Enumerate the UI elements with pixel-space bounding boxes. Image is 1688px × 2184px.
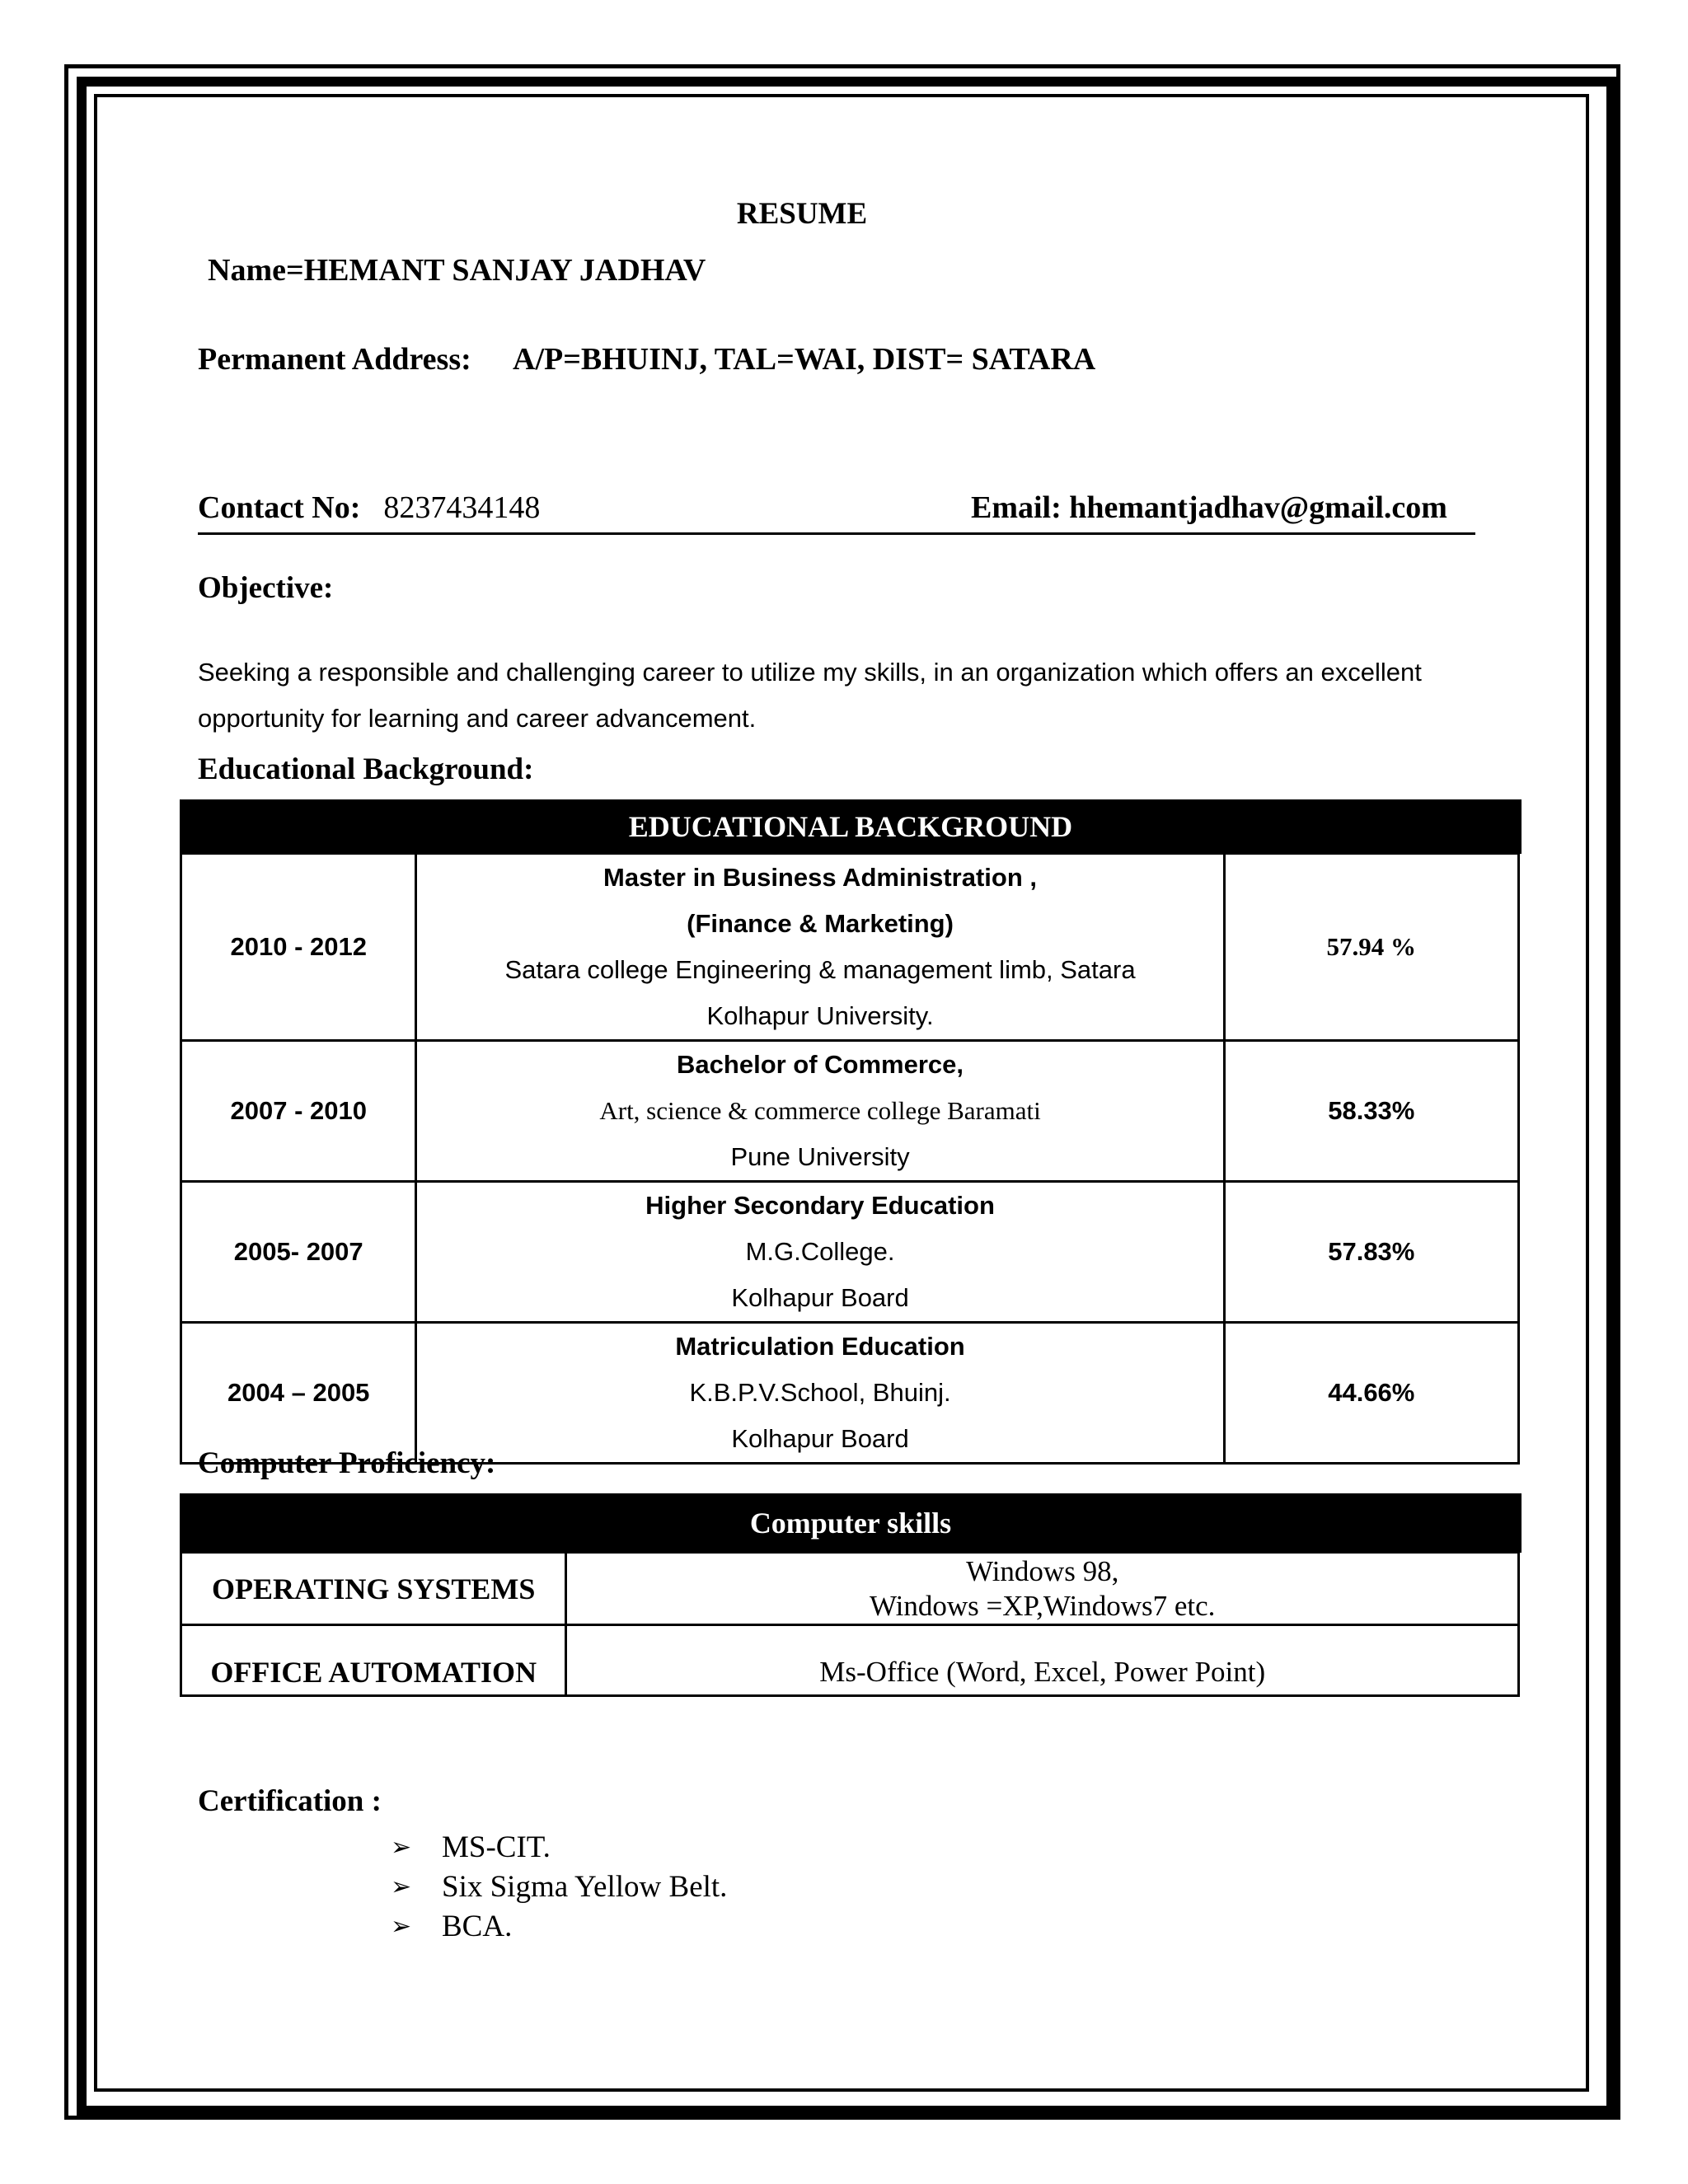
education-degree: Master in Business Administration , — [603, 863, 1038, 892]
name-line: Name=HEMANT SANJAY JADHAV — [208, 253, 706, 288]
education-details — [416, 1041, 1224, 1182]
contact-label: Contact No: — [198, 490, 361, 525]
education-score: 44.66% — [1224, 1323, 1518, 1464]
computer-heading: Computer Proficiency: — [198, 1446, 496, 1480]
education-details — [416, 854, 1224, 1041]
education-years: 2007 - 2010 — [181, 1041, 416, 1182]
education-table-header: EDUCATIONAL BACKGROUND — [180, 799, 1522, 854]
education-institution: Art, science & commerce college Baramati — [599, 1096, 1041, 1125]
education-row — [181, 854, 1519, 1041]
education-heading: Educational Background: — [198, 752, 534, 786]
education-years: 2010 - 2012 — [181, 854, 416, 1041]
address-line — [198, 341, 1095, 377]
education-specialization: (Finance & Marketing) — [687, 909, 954, 938]
computer-skills-table — [180, 1551, 1520, 1697]
email-line: Email: hhemantjadhav@gmail.com — [971, 490, 1447, 525]
education-university: Kolhapur University. — [706, 1001, 934, 1030]
address-value: A/P=BHUINJ, TAL=WAI, DIST= SATARA — [513, 342, 1096, 377]
contact-underline — [198, 532, 1475, 535]
skill-row — [181, 1625, 1519, 1696]
education-score: 57.94 % — [1224, 854, 1518, 1041]
certification-text: BCA. — [442, 1910, 513, 1943]
education-details — [416, 1182, 1224, 1323]
computer-table-header: Computer skills — [180, 1493, 1522, 1553]
education-degree: Higher Secondary Education — [645, 1191, 995, 1220]
education-score: 58.33% — [1224, 1041, 1518, 1182]
skill-label: OPERATING SYSTEMS — [181, 1553, 566, 1625]
certification-list — [391, 1828, 727, 1947]
certification-item — [391, 1828, 727, 1868]
certification-text: Six Sigma Yellow Belt. — [442, 1870, 728, 1904]
resume-title: RESUME — [736, 197, 868, 231]
certification-item — [391, 1907, 727, 1947]
education-degree: Bachelor of Commerce, — [677, 1050, 964, 1079]
objective-text: Seeking a responsible and challenging career to utilize my skills, in an organization which offers an excellent opportunity for learning and career advancement. — [198, 658, 1422, 733]
certification-text: MS-CIT. — [442, 1830, 551, 1864]
education-row — [181, 1323, 1519, 1464]
education-score: 57.83% — [1224, 1182, 1518, 1323]
education-years: 2004 – 2005 — [181, 1323, 416, 1464]
arrowhead-bullet-icon: ➢ — [391, 1872, 412, 1901]
skill-label: OFFICE AUTOMATION — [181, 1625, 566, 1696]
education-details — [416, 1323, 1224, 1464]
education-institution: Satara college Engineering & management limb, Satara — [504, 955, 1136, 984]
education-board: Kolhapur Board — [731, 1424, 909, 1453]
certification-heading: Certification : — [198, 1784, 382, 1818]
education-row — [181, 1182, 1519, 1323]
contact-value: 8237434148 — [383, 490, 541, 525]
objective-heading: Objective: — [198, 571, 334, 605]
education-table — [180, 852, 1520, 1465]
skill-value: Ms-Office (Word, Excel, Power Point) — [566, 1625, 1519, 1696]
contact-line — [198, 490, 540, 526]
education-degree: Matriculation Education — [675, 1332, 965, 1361]
education-row — [181, 1041, 1519, 1182]
education-university: Pune University — [730, 1142, 910, 1171]
address-label: Permanent Address: — [198, 342, 471, 377]
skill-value — [566, 1553, 1519, 1625]
arrowhead-bullet-icon: ➢ — [391, 1833, 412, 1862]
education-board: Kolhapur Board — [731, 1283, 909, 1312]
skill-row — [181, 1553, 1519, 1625]
education-years: 2005- 2007 — [181, 1182, 416, 1323]
certification-item — [391, 1868, 727, 1907]
skill-value-line: Windows =XP,Windows7 etc. — [870, 1589, 1216, 1622]
education-institution: M.G.College. — [745, 1237, 895, 1266]
skill-value-line: Windows 98, — [966, 1554, 1119, 1587]
education-institution: K.B.P.V.School, Bhuinj. — [689, 1378, 951, 1407]
arrowhead-bullet-icon: ➢ — [391, 1912, 412, 1941]
